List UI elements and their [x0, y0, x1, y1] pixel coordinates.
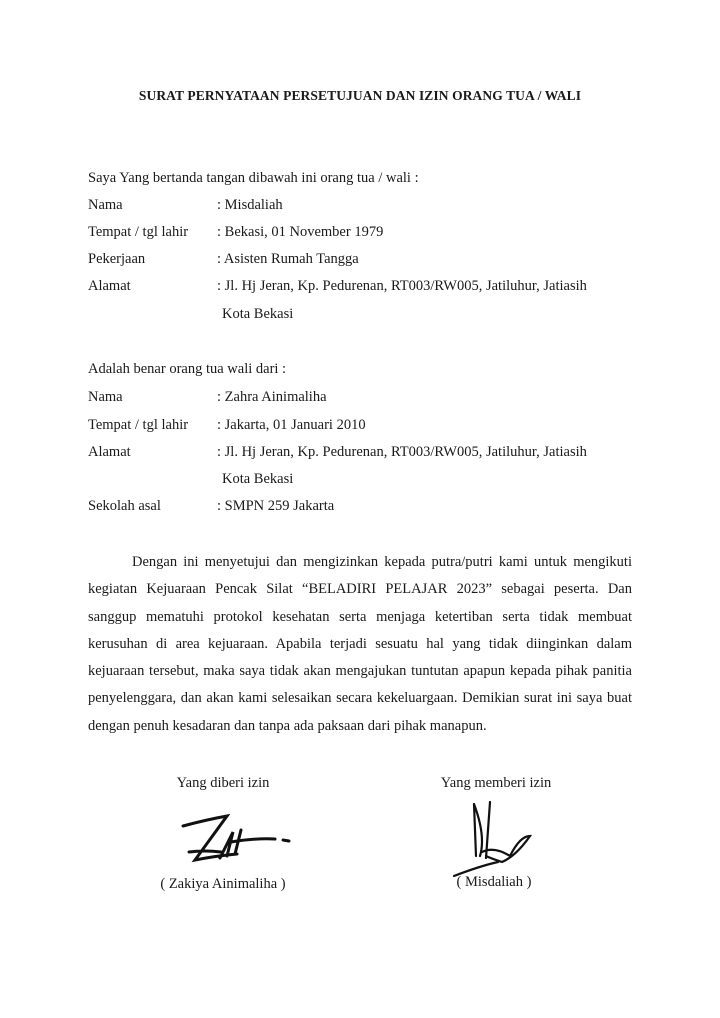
value: : Jl. Hj Jeran, Kp. Pedurenan, RT003/RW005, Jatiluhur, Jatiasih — [217, 444, 587, 460]
document-title: SURAT PERNYATAAN PERSETUJUAN DAN IZIN ORANG TUA / WALI — [138, 88, 582, 103]
label: Pekerjaan — [88, 251, 146, 267]
label: Alamat — [88, 278, 131, 294]
value: : Bekasi, 01 November 1979 — [217, 224, 384, 240]
right-signature-label: Yang memberi izin — [440, 775, 552, 791]
label: Tempat / tgl lahir — [88, 417, 189, 433]
right-signatory-name: ( Misdaliah ) — [456, 874, 532, 890]
label: Tempat / tgl lahir — [88, 224, 189, 240]
statement-paragraph: Dengan ini menyetujui dan mengizinkan kepada putra/putri kami untuk mengikuti kegiatan Kejuaraan Pencak Silat “BELADIRI PELAJAR 2023” sebagai peserta. Dan sanggup mematuhi protokol kesehatan serta menjaga ketertiban serta tidak membuat kerusuhan di area kejuaraan. Apabila terjadi sesuatu hal yang tidak diinginkan dalam kejuaraan tersebut, maka saya tidak akan mengajukan tuntutan apapun kepada pihak panitia penyelenggara, dan akan kami selesaikan secara kekeluargaan. Demikian surat ini saya buat dengan penuh kesadaran dan tanpa ada paksaan dari pihak manapun. — [88, 554, 632, 734]
label: Nama — [88, 197, 123, 213]
value: : Jl. Hj Jeran, Kp. Pedurenan, RT003/RW005, Jatiluhur, Jatiasih — [217, 278, 587, 294]
right-signature-image — [450, 796, 550, 881]
label: Sekolah asal — [88, 498, 161, 514]
parent-intro: Saya Yang bertanda tangan dibawah ini orang tua / wali : — [88, 170, 419, 186]
value: Kota Bekasi — [222, 306, 294, 322]
label: Nama — [88, 389, 123, 405]
left-signature-image — [175, 812, 305, 872]
value: Kota Bekasi — [222, 471, 294, 487]
left-signatory-name: ( Zakiya Ainimaliha ) — [160, 876, 286, 892]
value: : SMPN 259 Jakarta — [217, 498, 335, 514]
child-intro: Adalah benar orang tua wali dari : — [88, 361, 287, 377]
value: : Misdaliah — [217, 197, 283, 213]
value: : Jakarta, 01 Januari 2010 — [217, 417, 366, 433]
value: : Zahra Ainimaliha — [217, 389, 327, 405]
left-signature-label: Yang diberi izin — [176, 775, 270, 791]
label: Alamat — [88, 444, 131, 460]
value: : Asisten Rumah Tangga — [217, 251, 359, 267]
